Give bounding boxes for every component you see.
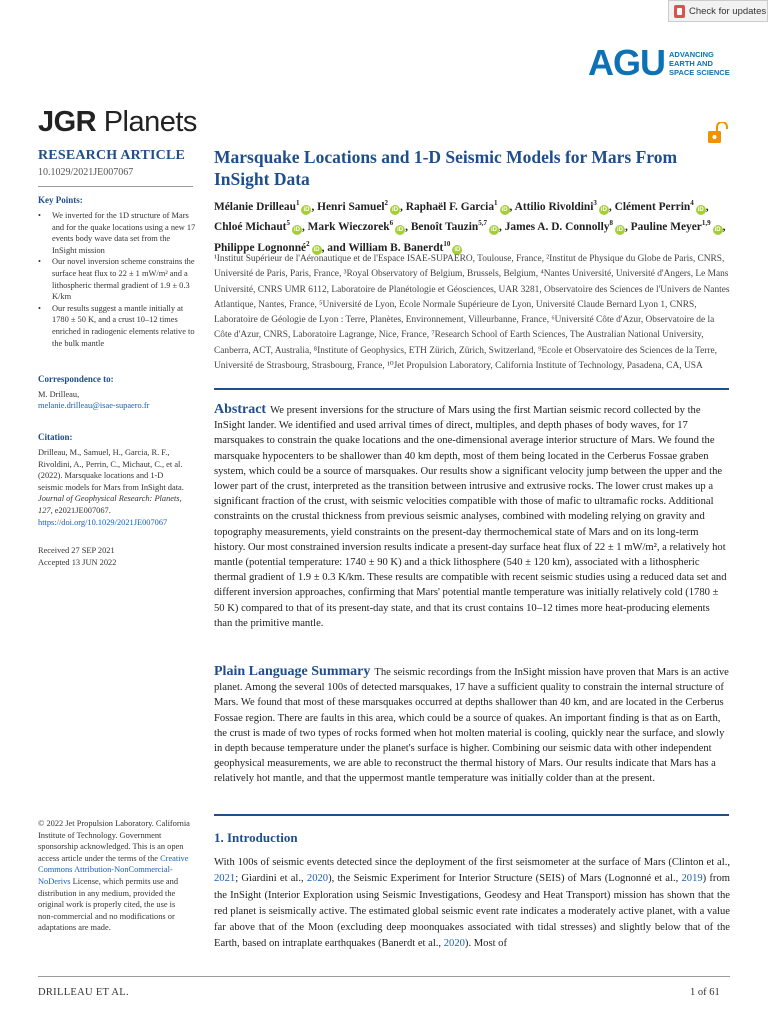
citation-text: Drilleau, M., Samuel, H., Garcia, R. F., Rivoldini, A., Perrin, C., Michaut, C., et al. (2022). Marsquake locations and 1-D seismic models for Mars from InSight data. Journal of Geophysical Research: Planets, 127, e2021JE007067. https://doi.org/10.1029/2021JE007067 [38, 448, 184, 527]
citation-journal: Journal of Geophysical Research: Planets, 127, [38, 494, 182, 515]
author-affiliation-number: 6 [389, 219, 394, 228]
author-name: James A. D. Connolly [504, 221, 610, 234]
orcid-icon[interactable]: iD [490, 227, 497, 234]
pls-text: The seismic recordings from the InSight mission have proven that Mars is an active planet. Among the several 100s of detected marsquakes, 17 have a sufficient quality to constrain the internal structure of Mars. We found that most of these marsquakes occurred at depths shallower than 40 km, and are located in the Cerberus Fossae region. There are faults in this area, which could be a source of quakes. An important finding is that as on Earth, the crust is made of two types of rocks formed when hot molten material is cooling, quickly near the surface, and slowly in depth because temperature under the planet's surface is higher. Combining our seismic data with other independent geophysical measurements, we are able to reconstruct the thermal history of Mars. Our results indicate that Mars has a relatively hot mantle, and that the uppermost mantle temperature was initially colder than at the present. [214, 667, 729, 785]
orcid-icon[interactable]: iD [303, 206, 310, 213]
orcid-icon[interactable]: iD [697, 206, 704, 213]
accepted-date: Accepted 13 JUN 2022 [38, 557, 117, 567]
author-affiliation-number: 10 [443, 239, 451, 248]
key-points-heading: Key Points: [38, 195, 83, 205]
author-name: Henri Samuel [317, 200, 385, 213]
author-name: Mélanie Drilleau [214, 200, 296, 213]
key-point-item: • We inverted for the 1D structure of Mars and for the quake locations using a new 17 events body wave data set from the InSight mission [38, 210, 196, 256]
author-affiliation-number: 1 [295, 199, 300, 207]
author-affiliation-number: 4 [690, 199, 694, 207]
abstract-heading: Abstract [214, 402, 267, 417]
reference-link[interactable]: 2020 [443, 938, 465, 950]
pls-heading: Plain Language Summary [214, 664, 371, 679]
affiliations: ¹Institut Supérieur de l'Aéronautique et de l'Espace ISAE-SUPAERO, Toulouse, France, ²Institut de Physique du Globe de Paris, CNRS, Université de Paris, Paris, France, ³Royal Observatory of Belgium, Brussels, Belgium, ⁴Nantes Université, Université d'Angers, Le Mans Université, CNRS UMR 6112, Laboratoire de Planétologie et Géosciences, UAR 3281, Observatoire des Sciences de l'Univers de Nantes Atlantique, Nantes, France, ⁵Université de Lyon, Ecole Normale Supérieure de Lyon, Université Claude Bernard Lyon 1, CNRS, Laboratoire de Géologie de Lyon : Terre, Planètes, Environnement, Villeurbanne, France, ⁶Université Côte d'Azur, Observatoire de la Côte d'Azur, CNRS, Laboratoire Lagrange, Nice, France, ⁷Research School of Earth Sciences, The Australian National University, Canberra, ACT, Australia, ⁸Institute of Geophysics, ETH Zürich, Zürich, Switzerland, ⁹Ecole et Observatoire des Sciences de la Terre, Université de Strasbourg, Strasbourg, France, ¹⁰Jet Propulsion Laboratory, California Institute of Technology, Pasadena, CA, USA [214, 254, 730, 372]
orcid-icon[interactable]: iD [313, 247, 320, 254]
orcid-icon[interactable]: iD [714, 227, 721, 234]
author-affiliation-number: 5 [286, 219, 290, 228]
orcid-icon[interactable]: iD [293, 227, 300, 234]
correspondence-email-link[interactable]: melanie.drilleau@isae-supaero.fr [38, 401, 150, 410]
reference-link[interactable]: 2021 [214, 873, 236, 885]
footer-authors: DRILLEAU ET AL. [38, 987, 129, 998]
author-name: Benoît Tauzin [410, 221, 479, 234]
author-name: Clément Perrin [614, 200, 691, 213]
section-divider [214, 388, 729, 390]
abstract-section [214, 402, 730, 631]
article-title: Marsquake Locations and 1-D Seismic Models for Mars From InSight Data [214, 147, 678, 189]
correspondence-heading: Correspondence to: [38, 374, 114, 384]
agu-logo-text: AGU [588, 42, 665, 83]
author-affiliation-number: 1,9 [701, 219, 711, 228]
introduction-text: With 100s of seismic events detected since the deployment of the first seismometer at the surface of Mars (Clinton et al., 2021; Giardini et al., 2020), the Seismic Experiment for Interior Structure (SEIS) of Mars (Lognonné et al., 2019) from the InSight (Interior Exploration using Seismic Investigations, Geodesy and Heat Transport) mission has shown that the red planet is seismically active. The estimated global seismic event rate indicates a moderately active planet, with a value far above that of the Moon (excluding deep moonquakes associated with tidal stresses) and slightly below that of the Earth, based on intraplate earthquakes (Banerdt et al., 2020). Most of [214, 857, 730, 950]
author-list: Mélanie Drilleau$^1$iD , Henri Samuel$^2$iD , Raphaël F. Garcia$^1$iD , Attilio Rivoldini$^3$iD , Clément Perrin$^4$iD , Chloé Michaut$^5$iD , Mark Wieczorek$^6$iD , Benoît Tauzin$^{5,7}$iD , James A. D. Connolly$^8$iD , Pauline Meyer$^{1,9}$iD , Philippe Lognonné$^2$iD , and William B. Banerdt$^{10}$iD [214, 199, 726, 254]
open-access-icon [706, 122, 730, 149]
author-name: Mark Wieczorek [307, 221, 390, 234]
correspondence-name: M. Drilleau, [38, 390, 80, 399]
key-point-item: • Our novel inversion scheme constrains the surface heat flux to 22 ± 1 mW/m² and a lithospheric thermal gradient of 1.9 ± 0.3 K/km [38, 256, 196, 302]
reference-link[interactable]: 2020 [306, 873, 329, 885]
author-name: William B. Banerdt [348, 241, 444, 254]
update-icon [674, 5, 685, 18]
article-dates [38, 545, 116, 568]
orcid-icon[interactable]: iD [454, 247, 461, 254]
article-type: RESEARCH ARTICLE [38, 148, 186, 163]
check-for-updates-button[interactable] [668, 0, 768, 22]
received-date: Received 27 SEP 2021 [38, 546, 115, 555]
author-name: Pauline Meyer [630, 221, 702, 234]
citation-doi-link[interactable]: https://doi.org/10.1029/2021JE007067 [38, 517, 168, 527]
author-name: Chloé Michaut [214, 221, 287, 234]
copyright-notice: © 2022 Jet Propulsion Laboratory. California Institute of Technology. Government sponsorship acknowledged. This is an open access article under the terms of the Creative Commons Attribution-NonCommercial-NoDerivs License, which permits use and distribution in any medium, provided the original work is properly cited, the use is non-commercial and no modifications or adaptations are made. [38, 819, 190, 933]
reference-link[interactable]: 2019 [681, 873, 703, 885]
section-divider [214, 814, 729, 816]
journal-name: JGR Planets [38, 106, 197, 138]
article-doi: 10.1029/2021JE007067 [38, 167, 134, 178]
author-affiliation-number: 2 [384, 199, 389, 207]
introduction-heading: 1. Introduction [214, 830, 298, 845]
orcid-icon[interactable]: iD [600, 206, 607, 213]
author-affiliation-number: 3 [593, 199, 597, 207]
license-link[interactable]: Creative Commons Attribution-NonCommercial-NoDerivs [38, 853, 189, 886]
abstract-text: We present inversions for the structure of Mars using the first Martian seismic record collected by the InSight lander. We identified and used arrival times of direct, multiples, and depth phases of body waves, for 17 marsquakes to constrain the quake locations and the one-dimensional average interior structure of Mars. We found the marsquake hypocenters to be shallower than 40 km depth, most of them being located in the Cerberus Fossae graben system, which could be a source of marsquakes. Our results show a significant velocity jump between the upper and the lower part of the crust, interpreted as the transition between intrusive and extrusive rocks. The lower crust makes up a significant fraction of the crust, with seismic velocities compatible with those of mafic to ultramafic rocks. Additional constraints on the crustal thickness from previous seismic analyses, combined with modeling relying on gravity and topography measurements, yield constraints on the present-day thermochemical state of Mars and on its long-term history. Our most constrained inversion results indicate a present-day surface heat flux of 22 ± 1 mW/m², a relatively hot mantle (potential temperature: 1740 ± 90 K) and a thick lithosphere (540 ± 120 km), associated with a lithospheric thermal gradient of 1.9 ± 0.3 K/km. These results are compatible with recent seismic studies using a reduced data set and different inversion approaches, confirming that Mars' potential mantle temperature was initially relatively cold (1780 ± 50 K) compared to that of its present-day state, and that its crust contains 10–12 times more heat-producing elements than the primitive mantle. [214, 405, 727, 629]
author-name: Philippe Lognonné [214, 241, 307, 254]
agu-logo [588, 42, 730, 84]
left-divider [38, 186, 193, 187]
author-affiliation-number: 5,7 [478, 219, 487, 228]
author-affiliation-number: 1 [494, 199, 498, 207]
orcid-icon[interactable]: iD [392, 206, 399, 213]
author-name: Attilio Rivoldini [514, 200, 594, 213]
author-name: Raphaël F. Garcia [405, 200, 495, 213]
author-affiliation-number: 8 [609, 219, 613, 228]
check-for-updates-label: Check for updates [689, 5, 767, 17]
orcid-icon[interactable]: iD [397, 227, 404, 234]
key-points-list [38, 210, 196, 349]
citation-heading: Citation: [38, 432, 73, 442]
page-number: 1 of 61 [690, 987, 720, 998]
orcid-icon[interactable]: iD [501, 206, 508, 213]
footer-divider [38, 976, 730, 977]
plain-language-summary [214, 664, 730, 787]
orcid-icon[interactable]: iD [616, 227, 623, 234]
agu-tagline: ADVANCING EARTH AND SPACE SCIENCE [669, 49, 730, 77]
key-point-item: • Our results suggest a mantle initially at 1780 ± 50 K, and a crust 10–12 times enriched in radiogenic elements relative to the bulk mantle [38, 303, 196, 349]
author-affiliation-number: 2 [306, 239, 310, 248]
